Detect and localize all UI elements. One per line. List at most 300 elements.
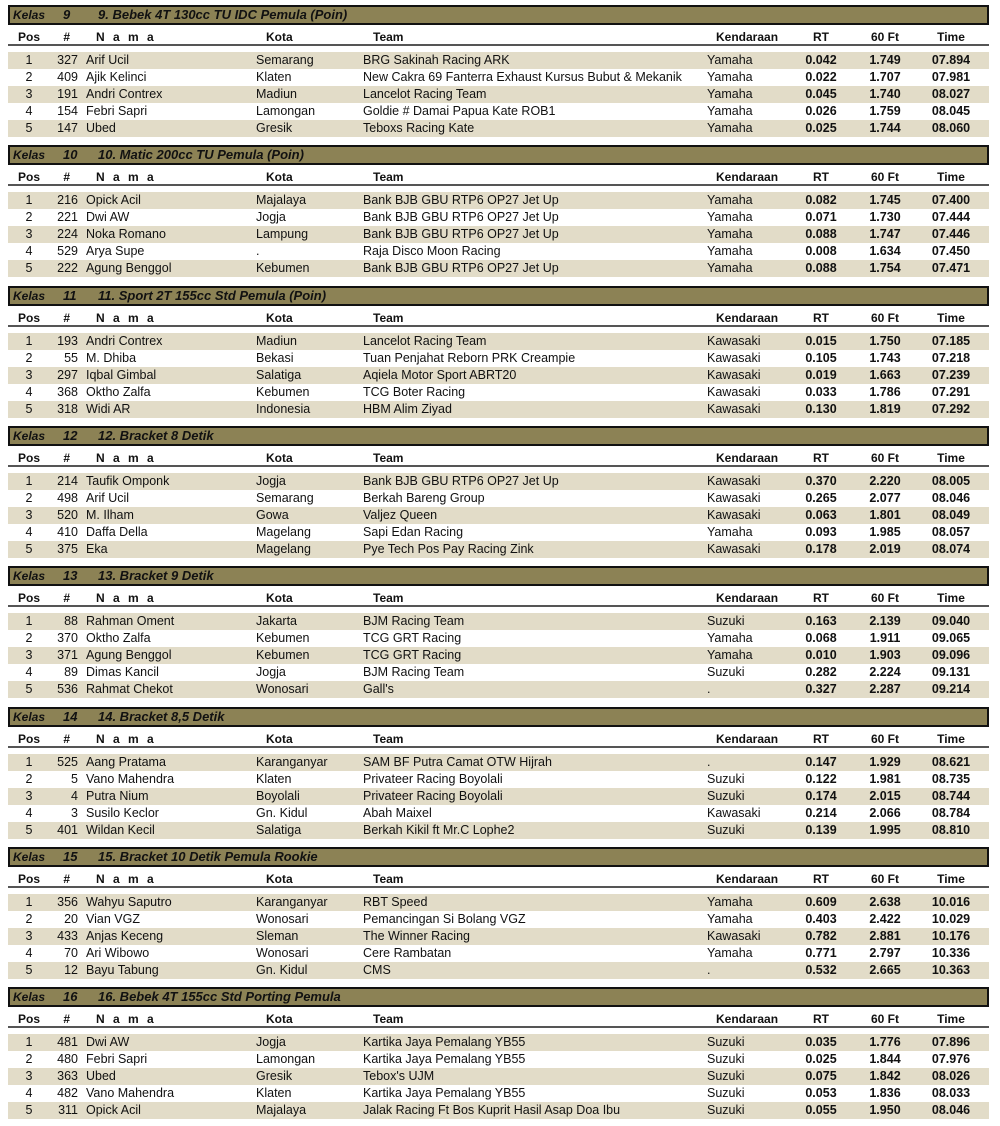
- cell-reaction-time: 0.609: [805, 894, 837, 909]
- cell-number: 154: [57, 104, 78, 118]
- column-header-name: N a m a: [96, 871, 157, 886]
- cell-city: Gn. Kidul: [256, 962, 308, 977]
- cell-reaction-time: 0.075: [805, 1069, 837, 1084]
- cell-time: 07.896: [931, 1035, 971, 1050]
- cell-city: Kebumen: [256, 631, 310, 646]
- table-row: [8, 962, 989, 979]
- cell-number: 433: [57, 928, 78, 943]
- cell-name: Wildan Kecil: [86, 822, 155, 837]
- table-row: [8, 771, 989, 788]
- kelas-header: [8, 145, 989, 165]
- cell-vehicle: Yamaha: [707, 193, 753, 208]
- cell-time: 07.976: [931, 1052, 971, 1067]
- column-header-name: N a m a: [96, 1012, 157, 1027]
- table-row: [8, 1102, 989, 1119]
- cell-number: 401: [57, 822, 78, 837]
- cell-number: 70: [64, 945, 78, 960]
- cell-position: 2: [25, 631, 33, 646]
- cell-reaction-time: 0.026: [805, 104, 837, 118]
- cell-name: Febri Sapri: [86, 104, 148, 118]
- cell-name: Oktho Zalfa: [86, 384, 151, 399]
- column-header-vehicle: Kendaraan: [716, 871, 779, 886]
- cell-number: 480: [57, 1052, 78, 1067]
- cell-sixty-ft: 2.665: [869, 962, 901, 977]
- cell-vehicle: Yamaha: [707, 104, 753, 118]
- cell-time: 07.291: [931, 384, 971, 399]
- kelas-label: Kelas: [13, 148, 46, 163]
- cell-number: 368: [57, 384, 78, 399]
- cell-vehicle: Suzuki: [707, 1086, 745, 1101]
- cell-city: Gn. Kidul: [256, 805, 308, 820]
- cell-position: 3: [25, 507, 33, 522]
- column-header-city: Kota: [266, 30, 293, 44]
- cell-vehicle: Yamaha: [707, 894, 753, 909]
- table-row: [8, 630, 989, 647]
- cell-reaction-time: 0.019: [805, 367, 837, 382]
- cell-time: 10.176: [931, 928, 971, 943]
- cell-time: 09.040: [931, 614, 971, 629]
- cell-reaction-time: 0.532: [805, 962, 837, 977]
- cell-position: 2: [25, 70, 33, 84]
- kelas-header: [8, 286, 989, 306]
- column-header-row: [8, 869, 989, 888]
- cell-name: Ari Wibowo: [86, 945, 150, 960]
- cell-number: 375: [57, 541, 78, 556]
- column-header-city: Kota: [266, 310, 293, 325]
- cell-team: HBM Alim Ziyad: [363, 401, 452, 416]
- cell-sixty-ft: 1.754: [869, 261, 901, 276]
- kelas-number: 16: [63, 989, 78, 1005]
- cell-vehicle: Kawasaki: [707, 507, 761, 522]
- table-row: [8, 613, 989, 630]
- cell-position: 4: [25, 805, 33, 820]
- cell-sixty-ft: 1.745: [869, 193, 901, 208]
- column-header-number: #: [63, 450, 70, 465]
- cell-city: Lamongan: [256, 104, 316, 118]
- column-header-reaction-time: RT: [813, 450, 829, 465]
- cell-position: 1: [25, 894, 33, 909]
- table-row: [8, 911, 989, 928]
- cell-team: Kartika Jaya Pemalang YB55: [363, 1086, 526, 1101]
- cell-vehicle: Kawasaki: [707, 541, 761, 556]
- column-header-time: Time: [937, 310, 965, 325]
- cell-team: Berkah Bareng Group: [363, 490, 485, 505]
- cell-team: Goldie # Damai Papua Kate ROB1: [363, 104, 556, 118]
- table-row: [8, 541, 989, 558]
- cell-name: M. Ilham: [86, 507, 134, 522]
- cell-team: Privateer Racing Boyolali: [363, 788, 503, 803]
- cell-position: 1: [25, 53, 33, 67]
- cell-number: 88: [64, 614, 78, 629]
- cell-city: Klaten: [256, 70, 292, 84]
- cell-city: Bekasi: [256, 350, 294, 365]
- cell-team: RBT Speed: [363, 894, 428, 909]
- cell-vehicle: Suzuki: [707, 1052, 745, 1067]
- column-header-time: Time: [937, 30, 965, 44]
- kelas-label: Kelas: [13, 428, 46, 443]
- table-row: [8, 367, 989, 384]
- kelas-number: 12: [63, 427, 78, 443]
- cell-number: 356: [57, 894, 78, 909]
- cell-position: 3: [25, 87, 33, 101]
- kelas-title: 12. Bracket 8 Detik: [98, 427, 214, 443]
- cell-sixty-ft: 2.638: [869, 894, 901, 909]
- cell-team: TCG GRT Racing: [363, 648, 462, 663]
- cell-number: 5: [71, 771, 78, 786]
- column-header-team: Team: [373, 170, 404, 185]
- kelas-label: Kelas: [13, 709, 46, 724]
- column-header-vehicle: Kendaraan: [716, 170, 779, 185]
- column-header-city: Kota: [266, 170, 293, 185]
- kelas-title: 14. Bracket 8,5 Detik: [98, 708, 225, 724]
- cell-vehicle: Yamaha: [707, 261, 753, 276]
- cell-reaction-time: 0.403: [805, 911, 837, 926]
- kelas-title: 10. Matic 200cc TU Pemula (Poin): [98, 147, 304, 163]
- column-header-position: Pos: [17, 450, 40, 465]
- cell-team: Pemancingan Si Bolang VGZ: [363, 911, 526, 926]
- column-header-team: Team: [373, 591, 404, 606]
- cell-sixty-ft: 2.422: [869, 911, 901, 926]
- column-header-position: Pos: [17, 871, 40, 886]
- cell-city: Salatiga: [256, 822, 302, 837]
- cell-team: Cere Rambatan: [363, 945, 452, 960]
- cell-team: Aqiela Motor Sport ABRT20: [363, 367, 517, 382]
- kelas-number: 10: [63, 147, 78, 163]
- cell-sixty-ft: 2.015: [869, 788, 901, 803]
- cell-sixty-ft: 1.634: [869, 244, 901, 259]
- cell-position: 5: [25, 541, 33, 556]
- cell-reaction-time: 0.068: [805, 631, 837, 646]
- cell-reaction-time: 0.042: [805, 53, 837, 67]
- cell-city: Majalaya: [256, 193, 307, 208]
- cell-team: Kartika Jaya Pemalang YB55: [363, 1052, 526, 1067]
- results-section: [8, 0, 989, 140]
- cell-city: Semarang: [256, 490, 314, 505]
- cell-position: 2: [25, 1052, 33, 1067]
- cell-sixty-ft: 1.903: [869, 648, 901, 663]
- column-header-number: #: [63, 591, 70, 606]
- column-header-position: Pos: [17, 30, 40, 44]
- column-header-reaction-time: RT: [813, 871, 829, 886]
- cell-vehicle: Yamaha: [707, 911, 753, 926]
- column-header-reaction-time: RT: [813, 731, 829, 746]
- column-header-team: Team: [373, 871, 404, 886]
- cell-position: 1: [25, 193, 33, 208]
- column-header-vehicle: Kendaraan: [716, 30, 779, 44]
- cell-sixty-ft: 1.786: [869, 384, 901, 399]
- cell-vehicle: .: [707, 962, 711, 977]
- cell-vehicle: Yamaha: [707, 648, 753, 663]
- table-row: [8, 805, 989, 822]
- cell-name: Andri Contrex: [86, 87, 163, 101]
- cell-vehicle: Yamaha: [707, 70, 753, 84]
- cell-vehicle: Kawasaki: [707, 367, 761, 382]
- cell-sixty-ft: 2.077: [869, 490, 901, 505]
- column-header-time: Time: [937, 170, 965, 185]
- table-row: [8, 1068, 989, 1085]
- table-row: [8, 260, 989, 277]
- column-header-row: [8, 27, 989, 46]
- cell-city: Jogja: [256, 210, 286, 225]
- cell-team: New Cakra 69 Fanterra Exhaust Kursus Bubut & Mekanik: [363, 70, 682, 84]
- column-header-time: Time: [937, 731, 965, 746]
- results-section: [8, 421, 989, 561]
- column-header-vehicle: Kendaraan: [716, 1012, 779, 1027]
- column-header-reaction-time: RT: [813, 170, 829, 185]
- cell-sixty-ft: 1.749: [869, 53, 901, 67]
- cell-city: Karanganyar: [256, 894, 328, 909]
- cell-name: Noka Romano: [86, 227, 166, 242]
- cell-city: Wonosari: [256, 682, 309, 697]
- cell-city: Wonosari: [256, 945, 309, 960]
- table-row: [8, 647, 989, 664]
- cell-position: 4: [25, 384, 33, 399]
- column-header-row: [8, 588, 989, 607]
- table-row: [8, 401, 989, 418]
- cell-city: Semarang: [256, 53, 314, 67]
- cell-number: 216: [57, 193, 78, 208]
- column-header-number: #: [63, 871, 70, 886]
- cell-time: 08.045: [931, 104, 971, 118]
- column-header-name: N a m a: [96, 450, 157, 465]
- column-header-city: Kota: [266, 731, 293, 746]
- cell-name: Arif Ucil: [86, 53, 130, 67]
- table-row: [8, 209, 989, 226]
- cell-number: 371: [57, 648, 78, 663]
- cell-name: Vano Mahendra: [86, 1086, 175, 1101]
- cell-vehicle: Yamaha: [707, 53, 753, 67]
- cell-team: Kartika Jaya Pemalang YB55: [363, 1035, 526, 1050]
- results-section: [8, 702, 989, 842]
- kelas-header: [8, 847, 989, 867]
- cell-reaction-time: 0.122: [805, 771, 837, 786]
- table-row: [8, 664, 989, 681]
- cell-vehicle: .: [707, 682, 711, 697]
- column-header-number: #: [63, 731, 70, 746]
- column-header-name: N a m a: [96, 310, 157, 325]
- cell-time: 07.471: [931, 261, 971, 276]
- cell-name: Susilo Keclor: [86, 805, 159, 820]
- cell-vehicle: Kawasaki: [707, 490, 761, 505]
- cell-city: Magelang: [256, 524, 311, 539]
- cell-sixty-ft: 1.985: [869, 524, 901, 539]
- cell-name: Ubed: [86, 1069, 116, 1084]
- cell-team: Tuan Penjahat Reborn PRK Creampie: [363, 350, 576, 365]
- kelas-header: [8, 566, 989, 586]
- table-row: [8, 945, 989, 962]
- cell-team: Lancelot Racing Team: [363, 333, 487, 348]
- table-row: [8, 1085, 989, 1102]
- cell-number: 214: [57, 473, 78, 488]
- kelas-number: 15: [63, 848, 78, 864]
- cell-name: Andri Contrex: [86, 333, 163, 348]
- cell-city: Jakarta: [256, 614, 297, 629]
- cell-reaction-time: 0.139: [805, 822, 837, 837]
- cell-position: 2: [25, 911, 33, 926]
- cell-vehicle: Suzuki: [707, 788, 745, 803]
- cell-time: 08.621: [931, 754, 971, 769]
- results-section: [8, 842, 989, 982]
- cell-team: CMS: [363, 962, 391, 977]
- cell-sixty-ft: 1.747: [869, 227, 901, 242]
- cell-sixty-ft: 1.911: [869, 631, 901, 646]
- kelas-title: 15. Bracket 10 Detik Pemula Rookie: [98, 848, 318, 864]
- cell-sixty-ft: 1.707: [869, 70, 901, 84]
- cell-reaction-time: 0.082: [805, 193, 837, 208]
- cell-vehicle: Yamaha: [707, 210, 753, 225]
- cell-number: 520: [57, 507, 78, 522]
- cell-number: 3: [71, 805, 78, 820]
- cell-name: Opick Acil: [86, 1103, 141, 1118]
- cell-sixty-ft: 2.287: [869, 682, 901, 697]
- cell-position: 3: [25, 928, 33, 943]
- kelas-number: 14: [63, 708, 78, 724]
- table-row: [8, 928, 989, 945]
- cell-team: Berkah Kikil ft Mr.C Lophe2: [363, 822, 515, 837]
- cell-sixty-ft: 1.743: [869, 350, 901, 365]
- cell-name: Putra Nium: [86, 788, 149, 803]
- kelas-title: 9. Bebek 4T 130cc TU IDC Pemula (Poin): [98, 7, 348, 22]
- column-header-row: [8, 1009, 989, 1028]
- cell-name: Anjas Keceng: [86, 928, 164, 943]
- cell-vehicle: Yamaha: [707, 631, 753, 646]
- table-row: [8, 120, 989, 137]
- cell-vehicle: Kawasaki: [707, 805, 761, 820]
- table-row: [8, 86, 989, 103]
- table-row: [8, 333, 989, 350]
- column-header-sixty-ft: 60 Ft: [870, 170, 899, 185]
- cell-time: 07.292: [931, 401, 971, 416]
- cell-name: Rahmat Chekot: [86, 682, 173, 697]
- table-row: [8, 681, 989, 698]
- cell-team: Bank BJB GBU RTP6 OP27 Jet Up: [363, 227, 559, 242]
- cell-vehicle: Kawasaki: [707, 333, 761, 348]
- cell-reaction-time: 0.033: [805, 384, 837, 399]
- cell-name: Dwi AW: [86, 210, 130, 225]
- cell-vehicle: Kawasaki: [707, 384, 761, 399]
- cell-position: 4: [25, 104, 33, 118]
- table-row: [8, 103, 989, 120]
- column-header-vehicle: Kendaraan: [716, 450, 779, 465]
- table-row: [8, 69, 989, 86]
- cell-reaction-time: 0.265: [805, 490, 837, 505]
- cell-time: 08.057: [931, 524, 971, 539]
- cell-time: 09.096: [931, 648, 971, 663]
- cell-time: 10.336: [931, 945, 971, 960]
- table-row: [8, 788, 989, 805]
- cell-city: Jogja: [256, 1035, 286, 1050]
- cell-name: Taufik Omponk: [86, 473, 170, 488]
- column-header-name: N a m a: [96, 731, 157, 746]
- cell-position: 5: [25, 682, 33, 697]
- cell-team: BJM Racing Team: [363, 665, 465, 680]
- cell-position: 1: [25, 333, 33, 348]
- cell-time: 08.810: [931, 822, 971, 837]
- cell-vehicle: Suzuki: [707, 1103, 745, 1118]
- cell-name: Vano Mahendra: [86, 771, 175, 786]
- cell-name: Iqbal Gimbal: [86, 367, 157, 382]
- cell-team: Gall's: [363, 682, 394, 697]
- kelas-label: Kelas: [13, 8, 46, 22]
- cell-reaction-time: 0.022: [805, 70, 837, 84]
- column-header-sixty-ft: 60 Ft: [870, 871, 899, 886]
- cell-time: 07.444: [931, 210, 971, 225]
- cell-time: 08.735: [931, 771, 971, 786]
- cell-city: Wonosari: [256, 911, 309, 926]
- cell-team: Privateer Racing Boyolali: [363, 771, 503, 786]
- cell-vehicle: Suzuki: [707, 822, 745, 837]
- table-row: [8, 52, 989, 69]
- cell-city: Madiun: [256, 333, 297, 348]
- kelas-title: 16. Bebek 4T 155cc Std Porting Pemula: [98, 989, 341, 1005]
- column-header-number: #: [63, 310, 70, 325]
- cell-city: Magelang: [256, 541, 311, 556]
- cell-team: Pye Tech Pos Pay Racing Zink: [363, 541, 534, 556]
- cell-city: Lamongan: [256, 1052, 316, 1067]
- cell-number: 370: [57, 631, 78, 646]
- cell-time: 09.214: [931, 682, 971, 697]
- cell-name: Aang Pratama: [86, 754, 166, 769]
- cell-sixty-ft: 1.750: [869, 333, 901, 348]
- cell-team: Bank BJB GBU RTP6 OP27 Jet Up: [363, 473, 559, 488]
- cell-sixty-ft: 1.981: [869, 771, 901, 786]
- kelas-header: [8, 987, 989, 1007]
- cell-vehicle: Kawasaki: [707, 473, 761, 488]
- cell-team: Bank BJB GBU RTP6 OP27 Jet Up: [363, 210, 559, 225]
- cell-city: Lampung: [256, 227, 309, 242]
- cell-time: 07.981: [931, 70, 971, 84]
- column-header-position: Pos: [17, 170, 40, 185]
- cell-name: Agung Benggol: [86, 261, 172, 276]
- table-row: [8, 490, 989, 507]
- results-section: [8, 281, 989, 421]
- cell-number: 327: [57, 53, 78, 67]
- results-section: [8, 561, 989, 701]
- column-header-vehicle: Kendaraan: [716, 591, 779, 606]
- cell-reaction-time: 0.105: [805, 350, 837, 365]
- cell-city: Salatiga: [256, 367, 302, 382]
- cell-number: 297: [57, 367, 78, 382]
- cell-time: 09.065: [931, 631, 971, 646]
- column-header-sixty-ft: 60 Ft: [870, 591, 899, 606]
- cell-vehicle: Suzuki: [707, 1069, 745, 1084]
- cell-time: 08.005: [931, 473, 971, 488]
- cell-sixty-ft: 2.220: [869, 473, 901, 488]
- cell-number: 193: [57, 333, 78, 348]
- cell-sixty-ft: 1.929: [869, 754, 901, 769]
- cell-reaction-time: 0.008: [805, 244, 837, 259]
- cell-name: M. Dhiba: [86, 350, 137, 365]
- cell-number: 12: [64, 962, 78, 977]
- kelas-label: Kelas: [13, 849, 46, 864]
- cell-position: 2: [25, 771, 33, 786]
- column-header-row: [8, 448, 989, 467]
- cell-time: 10.363: [931, 962, 971, 977]
- cell-city: Jogja: [256, 473, 286, 488]
- cell-reaction-time: 0.282: [805, 665, 837, 680]
- cell-vehicle: Yamaha: [707, 121, 753, 135]
- cell-position: 4: [25, 244, 33, 259]
- cell-team: TCG Boter Racing: [363, 384, 466, 399]
- column-header-city: Kota: [266, 591, 293, 606]
- cell-name: Bayu Tabung: [86, 962, 159, 977]
- column-header-city: Kota: [266, 450, 293, 465]
- table-row: [8, 507, 989, 524]
- cell-vehicle: Yamaha: [707, 227, 753, 242]
- cell-team: Tebox's UJM: [363, 1069, 435, 1084]
- cell-sixty-ft: 2.224: [869, 665, 901, 680]
- cell-sixty-ft: 2.797: [869, 945, 901, 960]
